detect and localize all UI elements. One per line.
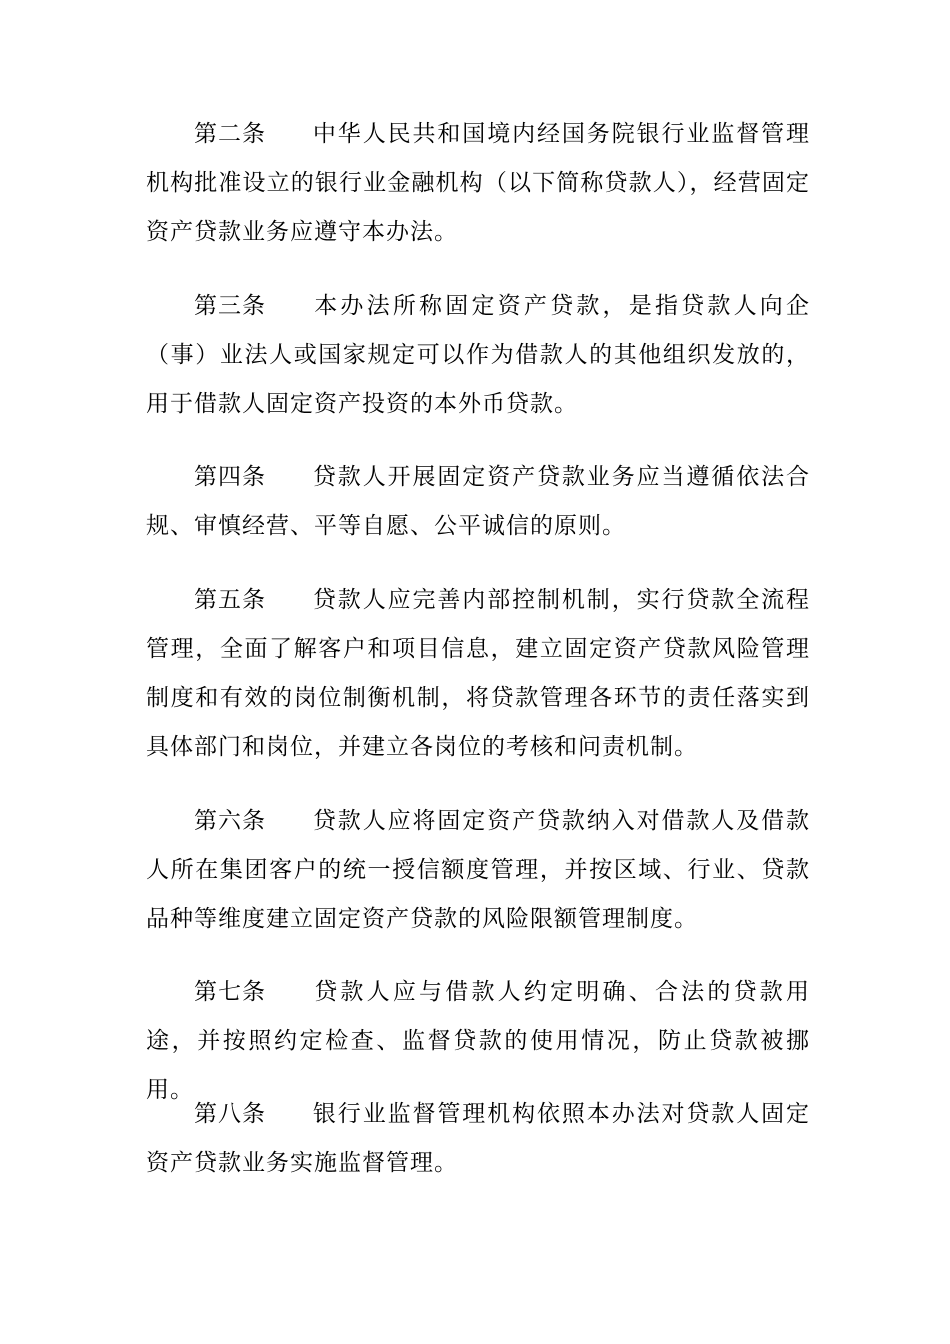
article-label: 第三条	[194, 293, 266, 319]
article-3	[146, 282, 810, 429]
article-8	[146, 1090, 810, 1188]
article-5	[146, 576, 810, 772]
article-6	[146, 797, 810, 944]
article-label: 第六条	[194, 808, 266, 834]
article-2	[146, 110, 810, 257]
article-text: 贷款人开展固定资产贷款业务应当遵循依法合规、审慎经营、平等自愿、公平诚信的原则。	[146, 464, 810, 539]
article-text: 贷款人应与借款人约定明确、合法的贷款用途，并按照约定检查、监督贷款的使用情况，防止贷款被挪用。	[146, 979, 810, 1103]
article-text: 银行业监督管理机构依照本办法对贷款人固定资产贷款业务实施监督管理。	[146, 1101, 810, 1176]
article-text: 贷款人应将固定资产贷款纳入对借款人及借款人所在集团客户的统一授信额度管理，并按区域、行业、贷款品种等维度建立固定资产贷款的风险限额管理制度。	[146, 808, 810, 932]
article-text: 中华人民共和国境内经国务院银行业监督管理机构批准设立的银行业金融机构（以下简称贷款人），经营固定资产贷款业务应遵守本办法。	[146, 121, 810, 245]
article-label: 第七条	[194, 979, 266, 1005]
article-text: 贷款人应完善内部控制机制，实行贷款全流程管理，全面了解客户和项目信息，建立固定资产贷款风险管理制度和有效的岗位制衡机制，将贷款管理各环节的责任落实到具体部门和岗位，并建立各岗位的考核和问责机制。	[146, 587, 810, 760]
article-label: 第五条	[194, 587, 266, 613]
article-label: 第八条	[194, 1101, 266, 1127]
article-4	[146, 453, 810, 551]
article-text: 本办法所称固定资产贷款，是指贷款人向企（事）业法人或国家规定可以作为借款人的其他组织发放的，用于借款人固定资产投资的本外币贷款。	[146, 293, 810, 417]
article-label: 第四条	[194, 464, 266, 490]
article-label: 第二条	[194, 121, 266, 147]
